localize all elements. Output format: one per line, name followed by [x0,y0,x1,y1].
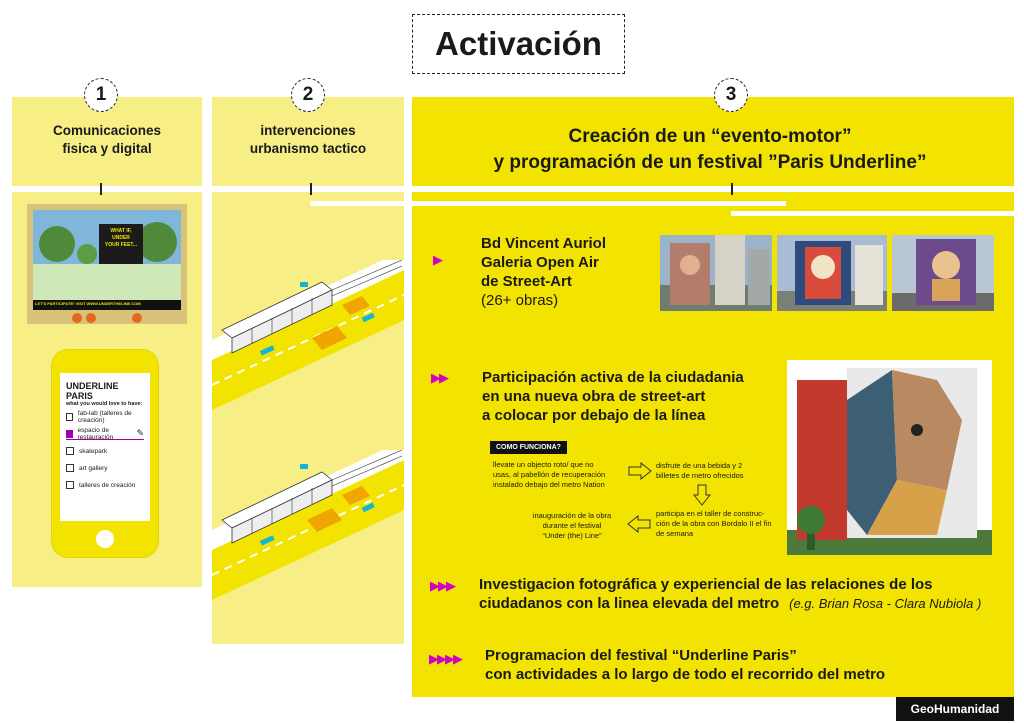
arrow-right-icon [628,462,652,480]
section-4-arrow-icon: ▶▶▶▶ [429,651,461,666]
step-number-2: 2 [291,78,325,112]
tactical-urbanism-drawing-2 [212,450,404,620]
section-1-arrow-icon: ▶ [433,252,441,267]
howto-label: COMO FUNCIONA? [490,441,567,454]
option-skatepark[interactable] [66,445,144,457]
option-label: espacio de restauración [77,426,114,441]
credit-label: GeoHumanidad [896,697,1014,721]
howto-step-1: llevate un objecto roto/ que no usas, al pabellón de recuperación instalado debajo del metro Nation [493,460,606,489]
section-4-text: Programacion del festival “Underline Paris” con actividades a lo largo de todo el recorrido del metro [485,647,886,683]
separator-bar [310,201,786,206]
street-art-photo-3 [892,235,994,311]
street-art-photo-1 [660,235,772,311]
howto-step-4: inauguración de la obra durante el festival “Under (the) Line” [532,511,612,540]
section-2-arrow-icon: ▶▶ [431,370,447,385]
option-fab-lab[interactable] [66,411,144,423]
checkbox[interactable] [66,464,74,472]
timeline-tick [731,183,733,195]
timeline-tick [310,183,312,195]
section-2-text: Participación activa de la ciudadania en una nueva obra de street-art a colocar por debajo de la línea [482,369,744,424]
section-1-text: Bd Vincent Auriol Galeria Open Air de Street-Art (26+ obras) [481,235,607,309]
phone-app-subtitle: what you would love to have: [66,401,143,407]
pen-icon: ✎ [136,428,144,438]
step-number-1: 1 [84,78,118,112]
howto-step-3: participa en el taller de construc- ción de la obra con Bordalo II el fin de semana [656,509,772,538]
poster-footer: LET'S PARTICIPATE! VISIT WWW.UNDERTHELINE.COM [35,301,141,306]
step-number-3: 3 [714,78,748,112]
option-label: talleres de creación [79,481,136,489]
metro-poster [27,204,187,324]
column-2-title: intervenciones urbanismo tactico [249,123,367,156]
poster-headline: WHAT IF, UNDER YOUR FEET... [104,228,138,248]
poster-image [27,204,187,324]
column-1-title: Comunicaciones fisica y digital [52,123,162,156]
section-3-text: Investigacion fotográfica y experiencial de las relaciones de los ciudadanos con la linea elevada del metro (e.g. Brian Rosa - Clara Nubiola ) [479,576,982,612]
option-restauracion[interactable] [66,428,144,440]
option-label: fab-lab (talleres de creación) [77,410,132,424]
bordalo-mural-photo [787,360,992,555]
phone-home-button[interactable] [96,530,114,548]
separator-bar [12,186,1014,192]
separator-bar [731,211,1014,216]
mural-tag: BORDALO [790,372,826,379]
arrow-down-icon [693,484,711,506]
checkbox-checked[interactable] [66,430,73,438]
section-3-arrow-icon: ▶▶▶ [430,578,454,593]
page-title: Activación [412,14,625,74]
howto-step-2: disfrute de una bebida y 2 billetes de metro ofrecidos [656,461,744,480]
checkbox[interactable] [66,413,73,421]
checkbox[interactable] [66,447,74,455]
option-label: skatepark [79,447,108,455]
column-gap [404,97,412,216]
timeline-tick [100,183,102,195]
option-label: art gallery [79,464,108,472]
street-art-photo-2 [777,235,887,311]
column-gap [202,97,212,197]
phone-app-title: UNDERLINE PARIS [66,381,119,401]
checkbox[interactable] [66,481,74,489]
phone-screen [60,373,150,521]
column-3-title: Creación de un “evento-motor” y programación de un festival ”Paris Underline” [493,126,927,173]
option-art-gallery[interactable] [66,462,144,474]
tactical-urbanism-drawing-1 [212,260,404,430]
phone-mockup [52,350,158,557]
option-talleres[interactable] [66,479,144,491]
arrow-left-icon [627,515,651,533]
